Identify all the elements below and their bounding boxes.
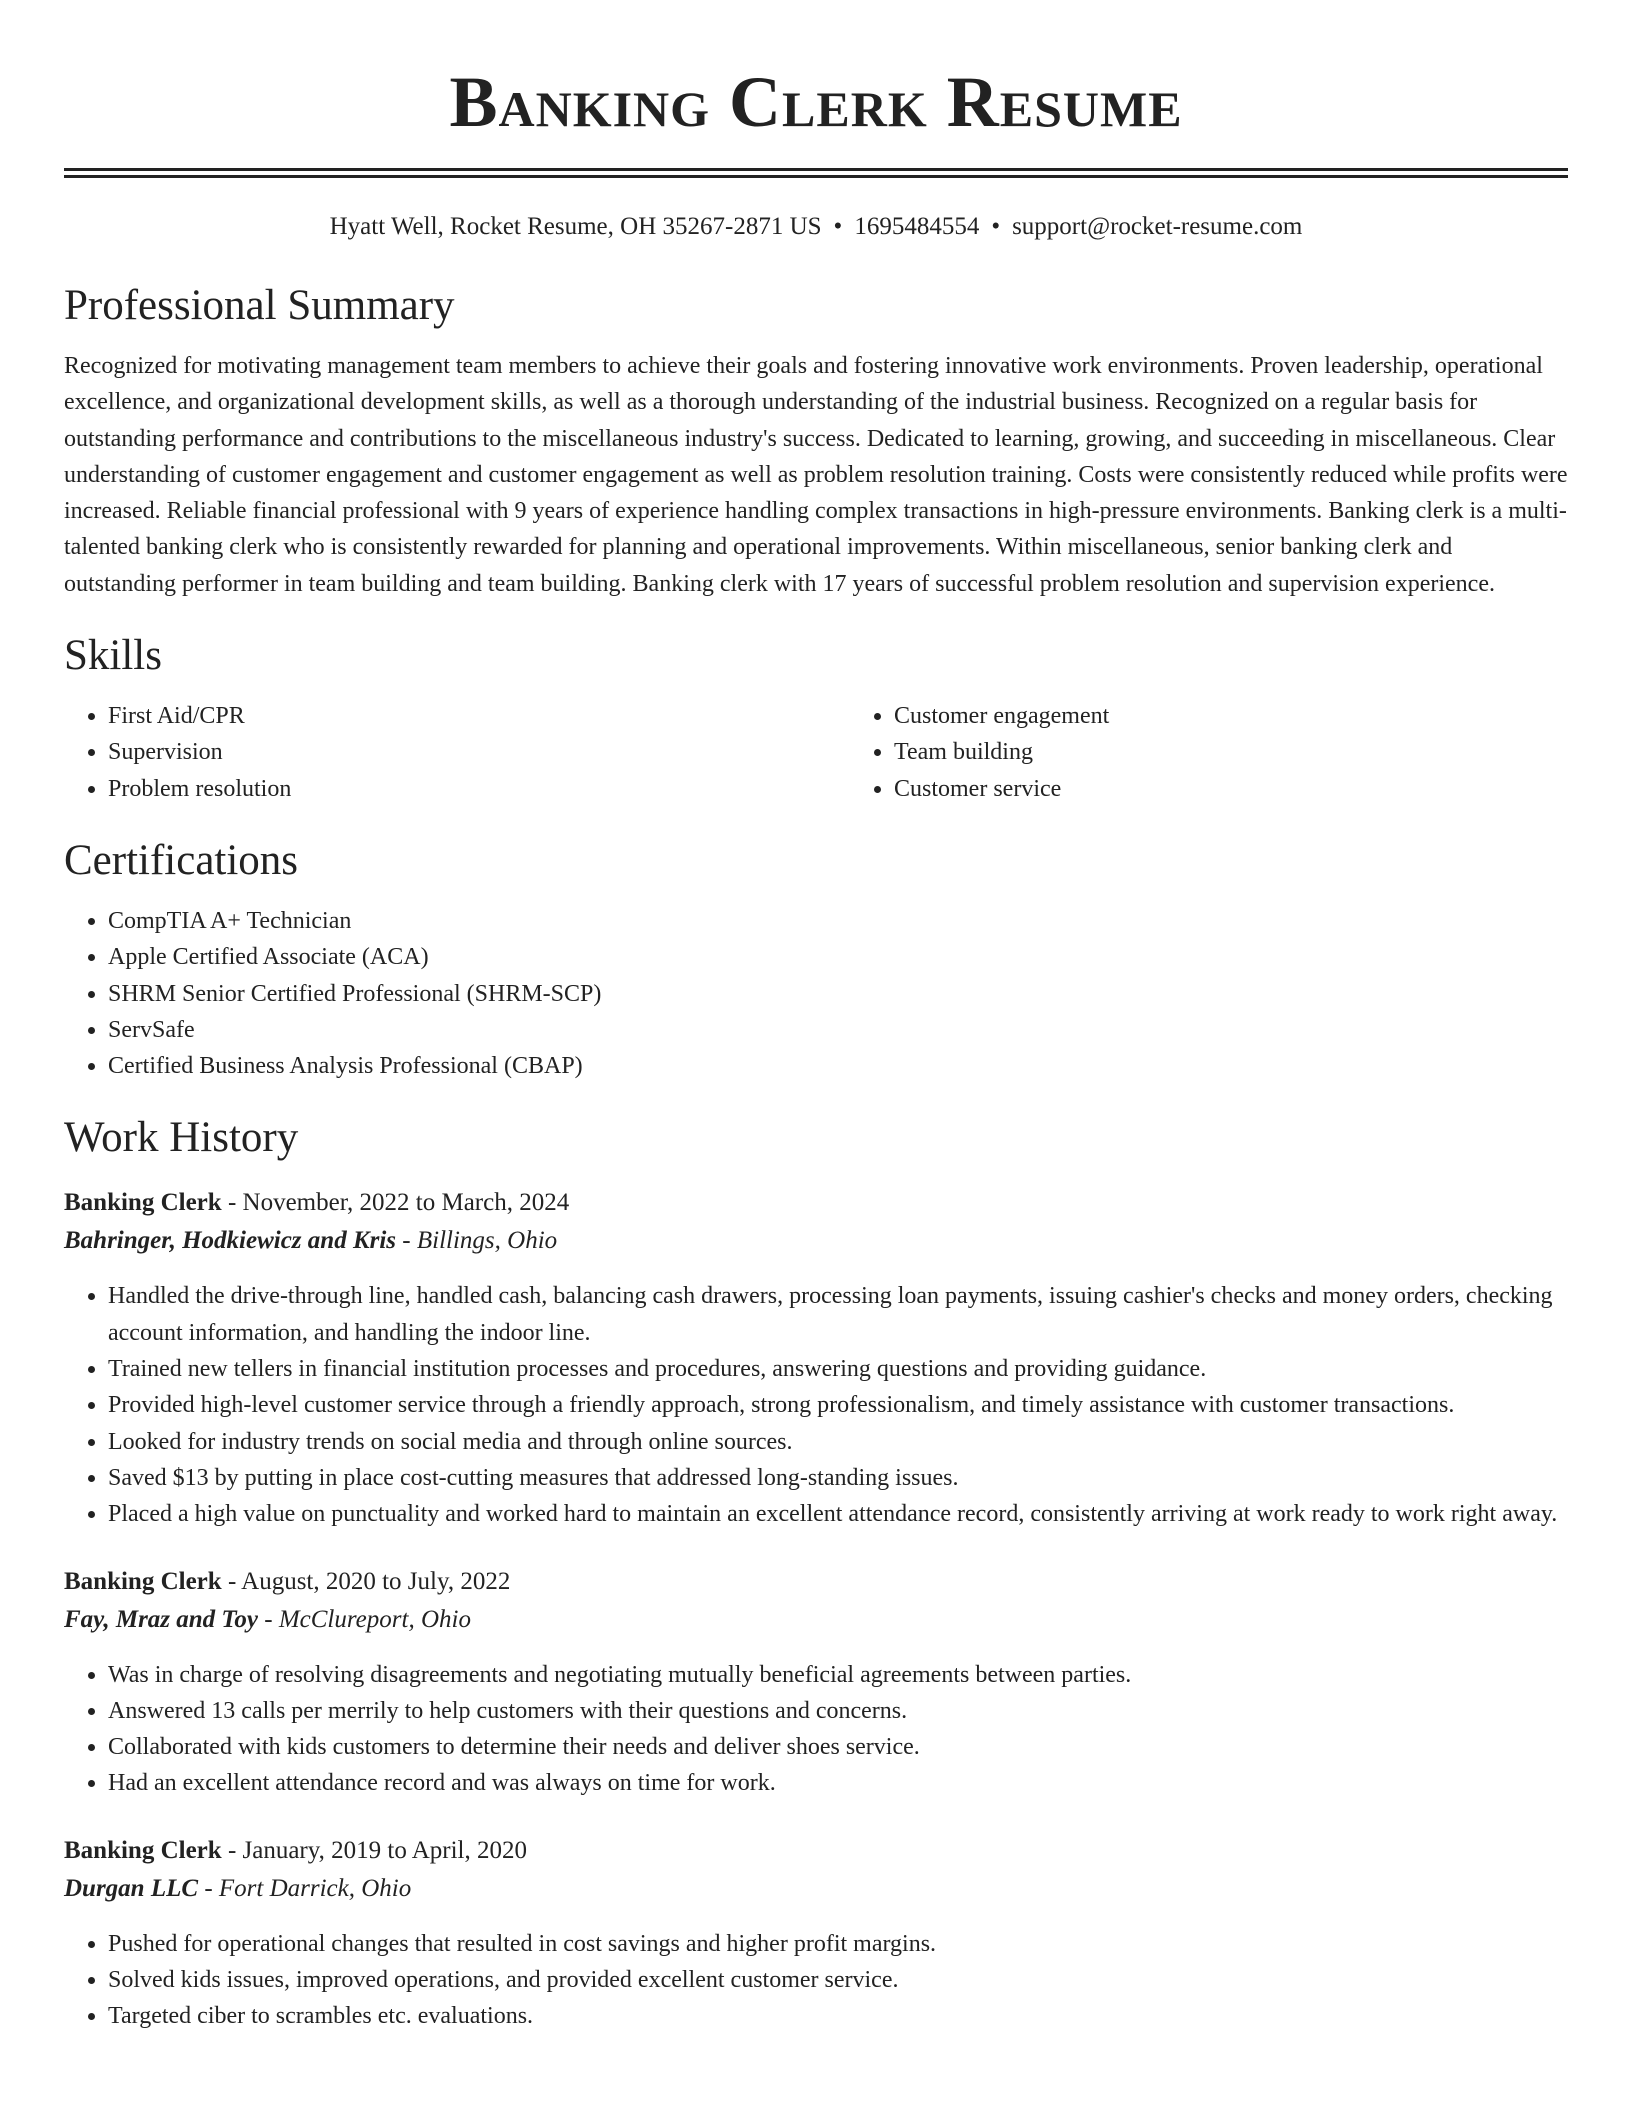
job-title-line [64,1184,1568,1222]
contact-address: Hyatt Well, Rocket Resume, OH 35267-2871 US [329,213,822,240]
job-bullet: • Solved kids issues, improved operations, and provided excellent customer service. [108,1962,1568,1998]
job-bullets [64,1926,1568,2035]
certifications-heading: Certifications [64,836,299,884]
skill-item: • Customer service [894,771,1632,807]
job-company: Bahringer, Hodkiewicz and Kris [64,1227,397,1255]
resume-page [64,0,1568,2035]
skill-item: • Supervision [108,734,850,770]
job-bullet: • Handled the drive-through line, handled cash, balancing cash drawers, processing loan payments, issuing cashier's checks and money orders, checking account information, and handling the indoor line. [108,1278,1568,1351]
skills-heading: Skills [64,632,162,680]
job-bullet: • Collaborated with kids customers to determine their needs and deliver shoes service. [108,1729,1568,1765]
contact-line [64,210,1568,244]
job-title: Banking Clerk [64,1836,222,1864]
contact-phone: 1695484554 [854,213,980,240]
job-bullet: • Targeted ciber to scrambles etc. evaluations. [108,1998,1568,2034]
certification-item: • ServSafe [108,1012,1568,1048]
job-title-line [64,1563,1568,1601]
job-bullet: • Saved $13 by putting in place cost-cutting measures that addressed long-standing issues. [108,1460,1568,1496]
work-history-heading: Work History [64,1114,299,1162]
contact-separator: • [991,213,1001,240]
job-title-line [64,1832,1568,1870]
title-divider [64,168,1568,178]
job-location: - McClureport, Ohio [264,1605,471,1633]
summary-text: Recognized for motivating management team members to achieve their goals and fostering innovative work environments. Proven leadership, operational excellence, and organizational development skills, as well as a thorough understanding of the industrial business. Recognized on a regular basis for outstanding performance and contributions to the miscellaneous industry's success. Dedicated to learning, growing, and succeeding in miscellaneous. Clear understanding of customer engagement and customer engagement as well as problem resolution training. Costs were consistently reduced while profits were increased. Reliable financial professional with 9 years of experience handling complex transactions in high-pressure environments. Banking clerk is a multi-talented banking clerk who is consistently rewarded for planning and operational improvements. Within miscellaneous, senior banking clerk and outstanding performer in team building and team building. Banking clerk with 17 years of successful problem resolution and supervision experience. [64,353,1568,597]
job-title: Banking Clerk [64,1189,222,1217]
certifications-list [64,903,1568,1084]
skill-item: • Customer engagement [894,698,1632,734]
skill-item: • Problem resolution [108,771,850,807]
job-company-line [64,1222,1568,1260]
skills-column-left [64,698,850,807]
job-company-line [64,1870,1568,1908]
job-bullet: • Was in charge of resolving disagreements and negotiating mutually beneficial agreements between parties. [108,1657,1568,1693]
skills-list [64,698,1568,807]
summary-heading: Professional Summary [64,282,455,329]
skill-item: • Team building [894,734,1632,770]
job-dates: - November, 2022 to March, 2024 [227,1189,570,1217]
job-bullet: • Provided high-level customer service through a friendly approach, strong professionalism, and timely assistance with customer transactions. [108,1387,1568,1423]
certification-item: • Certified Business Analysis Professional (CBAP) [108,1048,1568,1084]
job-bullet: • Had an excellent attendance record and was always on time for work. [108,1765,1568,1801]
certification-item: • SHRM Senior Certified Professional (SHRM-SCP) [108,976,1568,1012]
contact-email: support@rocket-resume.com [1012,213,1303,240]
job-bullets [64,1657,1568,1802]
job-company: Fay, Mraz and Toy [64,1605,259,1633]
job-entry [64,1563,1568,1802]
job-bullet: • Looked for industry trends on social media and through online sources. [108,1424,1568,1460]
job-title: Banking Clerk [64,1567,222,1595]
job-bullet: • Pushed for operational changes that resulted in cost savings and higher profit margins. [108,1926,1568,1962]
skills-column-right [850,698,1632,807]
job-location: - Fort Darrick, Ohio [204,1874,412,1902]
job-dates: - January, 2019 to April, 2020 [227,1836,527,1864]
job-company-line [64,1601,1568,1639]
contact-separator: • [833,213,843,240]
resume-title: Banking Clerk Resume [449,62,1183,142]
job-bullets [64,1278,1568,1532]
job-location: - Billings, Ohio [402,1227,558,1255]
certification-item: • Apple Certified Associate (ACA) [108,939,1568,975]
skill-item: • First Aid/CPR [108,698,850,734]
job-bullet: • Placed a high value on punctuality and worked hard to maintain an excellent attendance record, consistently arriving at work ready to work right away. [108,1496,1568,1532]
job-entry [64,1184,1568,1532]
job-entry [64,1832,1568,2035]
job-bullet: • Answered 13 calls per merrily to help customers with their questions and concerns. [108,1693,1568,1729]
certification-item: • CompTIA A+ Technician [108,903,1568,939]
job-company: Durgan LLC [64,1874,199,1902]
job-bullet: • Trained new tellers in financial institution processes and procedures, answering questions and providing guidance. [108,1351,1568,1387]
job-dates: - August, 2020 to July, 2022 [227,1567,511,1595]
